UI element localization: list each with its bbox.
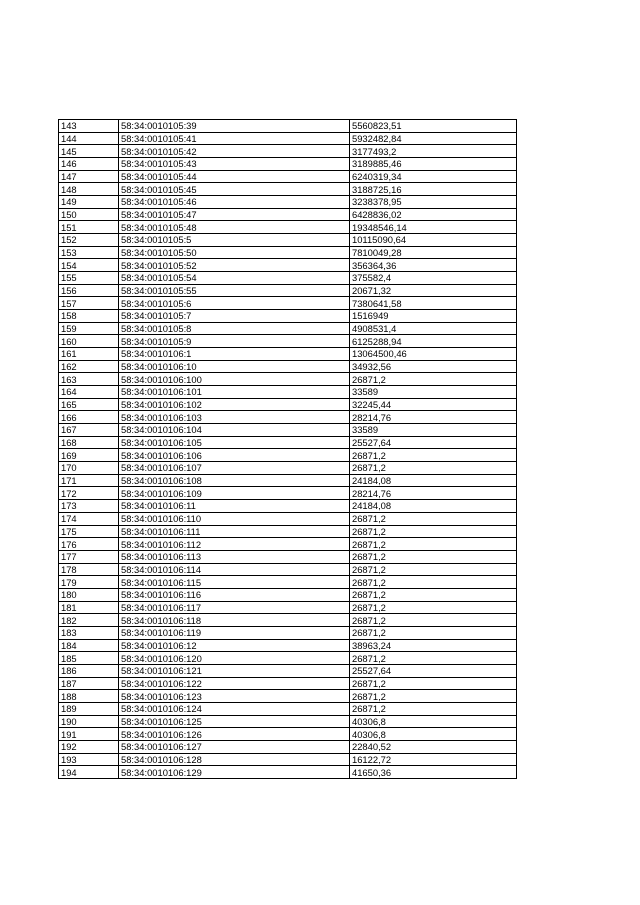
row-number-cell: 178 (59, 563, 119, 576)
row-number-cell: 154 (59, 259, 119, 272)
cadastral-number-cell: 58:34:0010105:6 (119, 297, 350, 310)
value-cell: 356364,36 (350, 259, 517, 272)
table-row (59, 158, 517, 171)
value-cell: 26871,2 (350, 449, 517, 462)
row-number-cell: 173 (59, 500, 119, 513)
value-cell: 19348546,14 (350, 221, 517, 234)
row-number-cell: 192 (59, 740, 119, 753)
cadastral-number-cell: 58:34:0010105:41 (119, 132, 350, 145)
row-number-cell: 187 (59, 677, 119, 690)
row-number-cell: 181 (59, 601, 119, 614)
table-row (59, 386, 517, 399)
cadastral-number-cell: 58:34:0010106:128 (119, 753, 350, 766)
row-number-cell: 163 (59, 373, 119, 386)
row-number-cell: 177 (59, 550, 119, 563)
cadastral-number-cell: 58:34:0010105:44 (119, 170, 350, 183)
table-body (59, 120, 517, 779)
table-row (59, 576, 517, 589)
value-cell: 26871,2 (350, 373, 517, 386)
table-row (59, 601, 517, 614)
value-cell: 28214,76 (350, 411, 517, 424)
row-number-cell: 149 (59, 196, 119, 209)
cadastral-number-cell: 58:34:0010106:112 (119, 538, 350, 551)
value-cell: 13064500,46 (350, 348, 517, 361)
cadastral-number-cell: 58:34:0010106:129 (119, 766, 350, 779)
cadastral-number-cell: 58:34:0010106:101 (119, 386, 350, 399)
cadastral-number-cell: 58:34:0010106:120 (119, 652, 350, 665)
cadastral-number-cell: 58:34:0010106:111 (119, 525, 350, 538)
value-cell: 33589 (350, 386, 517, 399)
value-cell: 26871,2 (350, 588, 517, 601)
value-cell: 26871,2 (350, 652, 517, 665)
row-number-cell: 174 (59, 512, 119, 525)
cadastral-number-cell: 58:34:0010106:124 (119, 702, 350, 715)
value-cell: 28214,76 (350, 487, 517, 500)
table-row (59, 715, 517, 728)
cadastral-number-cell: 58:34:0010105:45 (119, 183, 350, 196)
value-cell: 10115090,64 (350, 234, 517, 247)
row-number-cell: 188 (59, 690, 119, 703)
cadastral-number-cell: 58:34:0010105:55 (119, 284, 350, 297)
row-number-cell: 191 (59, 728, 119, 741)
value-cell: 5932482,84 (350, 132, 517, 145)
cadastral-number-cell: 58:34:0010106:114 (119, 563, 350, 576)
row-number-cell: 193 (59, 753, 119, 766)
cadastral-number-cell: 58:34:0010106:127 (119, 740, 350, 753)
row-number-cell: 155 (59, 272, 119, 285)
value-cell: 38963,24 (350, 639, 517, 652)
table-row (59, 196, 517, 209)
table-row (59, 449, 517, 462)
value-cell: 26871,2 (350, 690, 517, 703)
cadastral-number-cell: 58:34:0010105:9 (119, 335, 350, 348)
table-row (59, 120, 517, 133)
row-number-cell: 185 (59, 652, 119, 665)
value-cell: 7810049,28 (350, 246, 517, 259)
row-number-cell: 143 (59, 120, 119, 133)
row-number-cell: 146 (59, 158, 119, 171)
cadastral-number-cell: 58:34:0010105:8 (119, 322, 350, 335)
table-row (59, 424, 517, 437)
table-row (59, 740, 517, 753)
table-row (59, 563, 517, 576)
table-row (59, 170, 517, 183)
cadastral-number-cell: 58:34:0010106:100 (119, 373, 350, 386)
cadastral-number-cell: 58:34:0010105:43 (119, 158, 350, 171)
row-number-cell: 169 (59, 449, 119, 462)
cadastral-number-cell: 58:34:0010106:105 (119, 436, 350, 449)
row-number-cell: 150 (59, 208, 119, 221)
table-row (59, 398, 517, 411)
table-row (59, 297, 517, 310)
table-row (59, 487, 517, 500)
table-row (59, 550, 517, 563)
table-row (59, 626, 517, 639)
cadastral-number-cell: 58:34:0010105:7 (119, 310, 350, 323)
table-row (59, 614, 517, 627)
cadastral-number-cell: 58:34:0010106:115 (119, 576, 350, 589)
table-row (59, 766, 517, 779)
row-number-cell: 161 (59, 348, 119, 361)
cadastral-number-cell: 58:34:0010106:126 (119, 728, 350, 741)
value-cell: 26871,2 (350, 614, 517, 627)
table-row (59, 753, 517, 766)
cadastral-number-cell: 58:34:0010106:113 (119, 550, 350, 563)
value-cell: 3189885,46 (350, 158, 517, 171)
value-cell: 24184,08 (350, 474, 517, 487)
table-row (59, 664, 517, 677)
table-row (59, 588, 517, 601)
table-row (59, 221, 517, 234)
row-number-cell: 183 (59, 626, 119, 639)
table-row (59, 474, 517, 487)
table-row (59, 246, 517, 259)
cadastral-number-cell: 58:34:0010105:50 (119, 246, 350, 259)
row-number-cell: 160 (59, 335, 119, 348)
value-cell: 26871,2 (350, 512, 517, 525)
cadastral-number-cell: 58:34:0010106:106 (119, 449, 350, 462)
cadastral-number-cell: 58:34:0010105:48 (119, 221, 350, 234)
value-cell: 26871,2 (350, 601, 517, 614)
table-row (59, 702, 517, 715)
table-row (59, 462, 517, 475)
value-cell: 6240319,34 (350, 170, 517, 183)
table-row (59, 652, 517, 665)
value-cell: 41650,36 (350, 766, 517, 779)
table-row (59, 690, 517, 703)
cadastral-number-cell: 58:34:0010106:104 (119, 424, 350, 437)
cadastral-number-cell: 58:34:0010106:117 (119, 601, 350, 614)
value-cell: 26871,2 (350, 563, 517, 576)
table-row (59, 132, 517, 145)
row-number-cell: 165 (59, 398, 119, 411)
value-cell: 20671,32 (350, 284, 517, 297)
value-cell: 26871,2 (350, 677, 517, 690)
cadastral-number-cell: 58:34:0010106:118 (119, 614, 350, 627)
table-row (59, 677, 517, 690)
table-row (59, 525, 517, 538)
value-cell: 6428836,02 (350, 208, 517, 221)
value-cell: 25527,64 (350, 664, 517, 677)
value-cell: 33589 (350, 424, 517, 437)
row-number-cell: 151 (59, 221, 119, 234)
row-number-cell: 186 (59, 664, 119, 677)
row-number-cell: 158 (59, 310, 119, 323)
value-cell: 26871,2 (350, 702, 517, 715)
row-number-cell: 184 (59, 639, 119, 652)
row-number-cell: 167 (59, 424, 119, 437)
row-number-cell: 145 (59, 145, 119, 158)
table-row (59, 259, 517, 272)
cadastral-number-cell: 58:34:0010106:12 (119, 639, 350, 652)
cadastral-number-cell: 58:34:0010106:123 (119, 690, 350, 703)
row-number-cell: 162 (59, 360, 119, 373)
row-number-cell: 148 (59, 183, 119, 196)
row-number-cell: 157 (59, 297, 119, 310)
row-number-cell: 176 (59, 538, 119, 551)
value-cell: 26871,2 (350, 550, 517, 563)
row-number-cell: 166 (59, 411, 119, 424)
cadastral-number-cell: 58:34:0010105:46 (119, 196, 350, 209)
value-cell: 34932,56 (350, 360, 517, 373)
table-row (59, 183, 517, 196)
cadastral-number-cell: 58:34:0010106:122 (119, 677, 350, 690)
row-number-cell: 153 (59, 246, 119, 259)
table-row (59, 145, 517, 158)
table-row (59, 639, 517, 652)
row-number-cell: 170 (59, 462, 119, 475)
value-cell: 3238378,95 (350, 196, 517, 209)
value-cell: 7380641,58 (350, 297, 517, 310)
cadastral-number-cell: 58:34:0010106:121 (119, 664, 350, 677)
cadastral-number-cell: 58:34:0010105:42 (119, 145, 350, 158)
row-number-cell: 172 (59, 487, 119, 500)
table-row (59, 284, 517, 297)
cadastral-number-cell: 58:34:0010106:10 (119, 360, 350, 373)
row-number-cell: 171 (59, 474, 119, 487)
value-cell: 24184,08 (350, 500, 517, 513)
table-row (59, 436, 517, 449)
row-number-cell: 180 (59, 588, 119, 601)
row-number-cell: 194 (59, 766, 119, 779)
cadastral-value-table (58, 119, 517, 779)
row-number-cell: 179 (59, 576, 119, 589)
cadastral-number-cell: 58:34:0010106:125 (119, 715, 350, 728)
cadastral-number-cell: 58:34:0010106:11 (119, 500, 350, 513)
cadastral-number-cell: 58:34:0010105:47 (119, 208, 350, 221)
value-cell: 40306,8 (350, 728, 517, 741)
value-cell: 40306,8 (350, 715, 517, 728)
value-cell: 1516949 (350, 310, 517, 323)
cadastral-number-cell: 58:34:0010106:103 (119, 411, 350, 424)
row-number-cell: 152 (59, 234, 119, 247)
row-number-cell: 164 (59, 386, 119, 399)
table-row (59, 208, 517, 221)
table-row (59, 728, 517, 741)
table-row (59, 512, 517, 525)
table-row (59, 500, 517, 513)
cadastral-number-cell: 58:34:0010106:109 (119, 487, 350, 500)
value-cell: 26871,2 (350, 626, 517, 639)
table-row (59, 322, 517, 335)
value-cell: 25527,64 (350, 436, 517, 449)
cadastral-number-cell: 58:34:0010106:116 (119, 588, 350, 601)
cadastral-number-cell: 58:34:0010105:39 (119, 120, 350, 133)
cadastral-number-cell: 58:34:0010106:108 (119, 474, 350, 487)
value-cell: 26871,2 (350, 576, 517, 589)
value-cell: 375582,4 (350, 272, 517, 285)
value-cell: 26871,2 (350, 538, 517, 551)
row-number-cell: 190 (59, 715, 119, 728)
value-cell: 5560823,51 (350, 120, 517, 133)
row-number-cell: 156 (59, 284, 119, 297)
table-row (59, 310, 517, 323)
table-row (59, 335, 517, 348)
table-row (59, 411, 517, 424)
value-cell: 3188725,16 (350, 183, 517, 196)
cadastral-number-cell: 58:34:0010106:1 (119, 348, 350, 361)
cadastral-number-cell: 58:34:0010106:119 (119, 626, 350, 639)
cadastral-number-cell: 58:34:0010106:102 (119, 398, 350, 411)
value-cell: 6125288,94 (350, 335, 517, 348)
table-row (59, 538, 517, 551)
value-cell: 32245,44 (350, 398, 517, 411)
cadastral-number-cell: 58:34:0010105:54 (119, 272, 350, 285)
cadastral-number-cell: 58:34:0010106:107 (119, 462, 350, 475)
cadastral-number-cell: 58:34:0010105:52 (119, 259, 350, 272)
value-cell: 26871,2 (350, 525, 517, 538)
table-row (59, 348, 517, 361)
value-cell: 26871,2 (350, 462, 517, 475)
cadastral-number-cell: 58:34:0010105:5 (119, 234, 350, 247)
table-row (59, 373, 517, 386)
value-cell: 3177493,2 (350, 145, 517, 158)
row-number-cell: 147 (59, 170, 119, 183)
row-number-cell: 189 (59, 702, 119, 715)
value-cell: 22840,52 (350, 740, 517, 753)
table-row (59, 272, 517, 285)
table-row (59, 360, 517, 373)
row-number-cell: 175 (59, 525, 119, 538)
value-cell: 16122,72 (350, 753, 517, 766)
cadastral-number-cell: 58:34:0010106:110 (119, 512, 350, 525)
table-row (59, 234, 517, 247)
row-number-cell: 159 (59, 322, 119, 335)
row-number-cell: 144 (59, 132, 119, 145)
row-number-cell: 168 (59, 436, 119, 449)
value-cell: 4908531,4 (350, 322, 517, 335)
row-number-cell: 182 (59, 614, 119, 627)
